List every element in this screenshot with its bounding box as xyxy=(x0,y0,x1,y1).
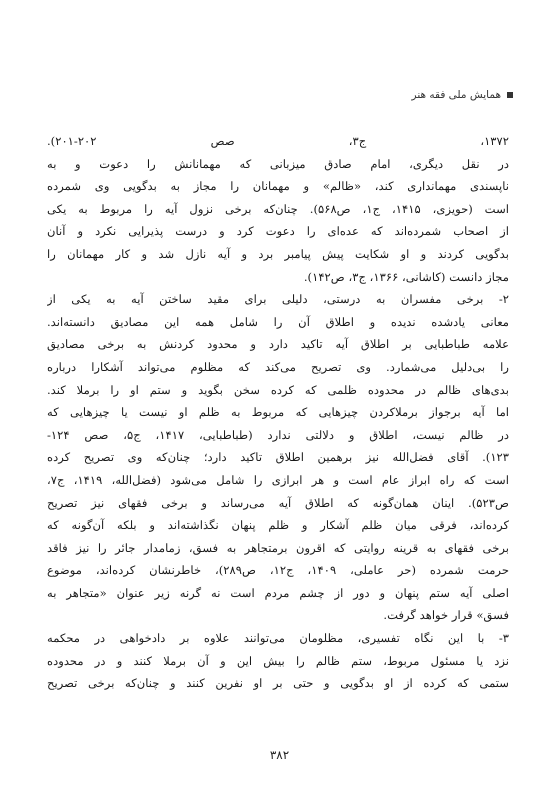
text-line: است که راه ابراز عام است و هر ابرازی را شامل می‌شود (فضل‌الله، ۱۴۱۹، ج۷، xyxy=(47,472,509,487)
text-line: برخی فقهای به قرینه روایتی که اقرون برمتجاهر به فسق، زمامدار جائر را نیز فاقد xyxy=(47,540,509,555)
text-line: بدی‌های ظالم در محدوده ظلمی که کرده سخن بگوید و ستم او را برملا کند. xyxy=(47,382,509,397)
text-line: ۱۳۷۲، ج۳، صص ۲۰۲-۲۰۱). xyxy=(47,134,509,148)
text-line: ستمی که کرده از او بدگویی و حتی بر او نفرین کنند و چنان‌که برخی تصریح xyxy=(47,676,509,691)
text-line: مجاز دانست (کاشانی، ۱۳۶۶، ج۳، ص۱۴۲). xyxy=(303,269,509,284)
running-title: همایش ملی فقه هنر xyxy=(411,89,501,101)
text-line: کرده‌اند، فرقی میان ظلم آشکار و ظلم پنهان نگذاشته‌اند و بلکه آن‌گونه که xyxy=(47,518,509,533)
text-line: ص۵۲۳). اینان همان‌گونه که اطلاق آیه می‌رساند و برخی فقهای نیز تصریح xyxy=(47,495,509,510)
text-line: در نقل دیگری، امام صادق میزبانی که مهمانانش را دعوت و به xyxy=(47,156,509,171)
text-line: است (حویزی، ۱۴۱۵، ج۱، ص۵۶۸). چنان‌که برخی نزول آیه را مربوط به یکی xyxy=(47,201,509,216)
body-text xyxy=(47,130,509,695)
running-header-group xyxy=(412,88,513,102)
running-header xyxy=(46,88,513,104)
text-line: فسق» قرار خواهد گرفت. xyxy=(383,608,509,623)
text-line: اصلی آیه ستم پنهان و دور از چشم مردم است نه گرنه زیر عنوان «متجاهر به xyxy=(47,585,509,600)
text-line: ناپسندی مهمانداری کند، «ظالم» و مهمانان را مجاز به بدگویی وی شمرده xyxy=(47,179,509,194)
page-number: ۳۸۲ xyxy=(269,748,290,762)
text-line: حرمت شمرده (حر عاملی، ۱۴۰۹، ج۱۲، ص۲۸۹)، خاطرنشان کرده‌اند، موضوع xyxy=(47,563,509,578)
text-line: از اصحاب شمرده‌اند که عده‌ای را دعوت کرد و درست پذیرایی نکرد و آنان xyxy=(47,224,509,239)
text-line: علامه طباطبایی بر اطلاق آیه تاکید دارد و محدود کردنش به برخی مصادیق xyxy=(47,337,509,352)
text-line: بدگویی کردند و او شکایت پیش پیامبر برد و آیه نازل شد و کار مهمانان را xyxy=(47,246,509,261)
text-line: نزد یا مسئول مربوط، ستم ظالم را بیش این و آن برملا کنند و در محدوده xyxy=(47,653,509,668)
text-line: اما آیه برجواز برملاکردن چیزهایی که مربوط به ظلم او نیست یا چیزهایی که xyxy=(47,405,509,420)
text-line: را بی‌دلیل می‌شمارد. وی تصریح می‌کند که مظلوم می‌تواند آشکارا درباره xyxy=(47,359,509,374)
text-line: ۱۲۳). آقای فضل‌الله نیز برهمین اطلاق تاکید دارد؛ چنان‌که وی تصریح کرده xyxy=(47,450,509,465)
text-line: ۳- با این نگاه تفسیری، مظلومان می‌توانند علاوه بر دادخواهی در محکمه xyxy=(47,631,509,646)
header-square-marker xyxy=(507,92,513,98)
text-line: معانی یادشده ندیده و اطلاق آن را شامل همه این مصادیق دانسته‌اند. xyxy=(47,314,509,329)
text-line: در ظالم نیست، اطلاق و دلالتی ندارد (طباطبایی، ۱۴۱۷، ج۵، صص ۱۲۴- xyxy=(47,427,509,442)
text-line: ۲- برخی مفسران به درستی، دلیلی برای مقید ساختن آیه به یکی از xyxy=(47,292,509,307)
